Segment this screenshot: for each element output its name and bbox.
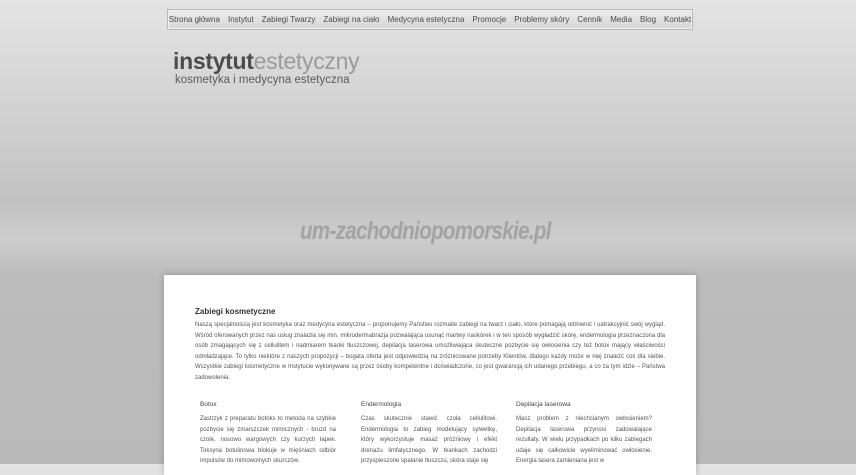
column-title[interactable]: Depilacja laserowa <box>516 401 571 408</box>
nav-media[interactable]: Media <box>610 15 633 24</box>
logo-part-estetyczny: estetyczny <box>253 48 360 74</box>
nav-skin-problems[interactable]: Problemy skóry <box>514 15 570 24</box>
column-endermologia <box>361 401 497 467</box>
column-title[interactable]: Botox <box>200 401 217 408</box>
intro-paragraph: Naszą specjalnością jest kosmetyka oraz medycyna estetyczna – proponujemy Państwu rozmaite zabiegi na twarz i ciało, które pomagają odmienić i uatrakcyjnić swój wygląd. Wśród oferowanych przez nas usług znalazła się min. mikrodermabrazja pozwalająca usunąć martwy naskórek i w ten sposób wygładzić skórę, endermologia przeznaczona dla osób zmagających się z cellulitem i nadmiarem tkanki tłuszczowej, depilacja laserowa umożliwiająca skuteczne pozbycie się owłosienia czy też botox mający właściwości odmładzające. To tylko niektóre z naszych propozycji – bogata oferta jest odpowiedzią na zróżnicowane potrzeby Klientów, dlatego każdy może w niej znaleźć coś dla siebie. Wszystkie zabiegi kosmetyczne w Instytucie wykonywane są przez osoby kompetentne i doświadczone, co jest gwarancją ich udanego przebiegu, a co za tym idzie – Państwa zadowolenia. <box>195 322 665 381</box>
section-title: Zabiegi kosmetyczne <box>195 307 276 316</box>
column-text: Zastrzyk z preparatu botoks to metoda na szybkie pozbycie się zmarszczek mimicznych - bruzd na czole, nosowo wargowych czy kurzych łapek. Toksyna botulinowa blokuje w mięśniach odbiór impulsów do mimowolnych skurczów. <box>200 416 336 464</box>
logo-part-instytut: instytut <box>173 48 254 74</box>
nav-aesthetic-medicine[interactable]: Medycyna estetyczna <box>387 15 465 24</box>
main-navigation <box>167 9 693 30</box>
nav-pricing[interactable]: Cennik <box>577 15 603 24</box>
column-depilacja <box>516 401 652 467</box>
column-text: Masz problem z niechcianym owłosieniem? Depilacja laserowa przynosi zadowalające rezultaty. W wielu przypadkach po kilku zabiegach udaje się całkowicie wyeliminować owłosienie. Energia lasera zamieniana jest w <box>516 416 652 464</box>
logo-tagline: kosmetyka i medycyna estetyczna <box>175 74 350 86</box>
nav-institute[interactable]: Instytut <box>227 15 254 24</box>
nav-promotions[interactable]: Promocje <box>472 15 507 24</box>
watermark-text: um-zachodniopomorskie.pl <box>300 217 551 245</box>
nav-body-treatments[interactable]: Zabiegi na ciało <box>323 15 380 24</box>
nav-face-treatments[interactable]: Zabiegi Twarzy <box>261 15 316 24</box>
column-text: Czas skutecznie stawić czoła cellulitowi. Endermologia to zabieg modelujący sylwetkę, który wykorzystuje masaż próżniowy i efekt drenażu limfatycznego. W tkankach zachodzi przyspieszone spalanie tłuszczu, skóra staje się <box>361 416 497 464</box>
nav-contact[interactable]: Kontakt <box>664 15 692 24</box>
column-title[interactable]: Endermologia <box>361 401 402 408</box>
site-logo[interactable] <box>173 50 359 73</box>
column-botox <box>200 401 336 467</box>
nav-home[interactable]: Strona główna <box>168 15 220 24</box>
nav-blog[interactable]: Blog <box>640 15 657 24</box>
content-panel <box>164 275 696 475</box>
